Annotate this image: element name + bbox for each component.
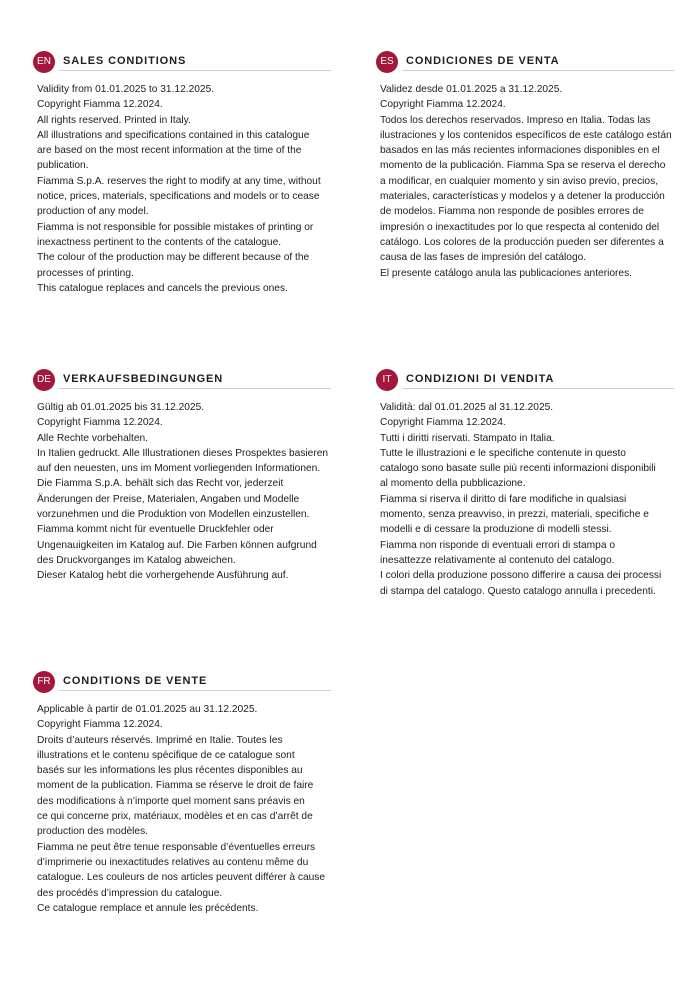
text-line: moment de la publication. Fiamma se réserve le droit de faire — [37, 780, 314, 792]
section-header — [33, 51, 331, 75]
header-divider — [59, 70, 331, 71]
text-line: des Druckvorganges im Katalog abweichen. — [37, 554, 236, 566]
section-header — [376, 51, 674, 75]
text-line: al momento della pubblicazione. — [380, 478, 526, 490]
text-line: d’imprimerie ou inexactitudes relatives au contenu même du — [37, 856, 309, 868]
text-line: Tutte le illustrazioni e le specifiche contenute in questo — [380, 447, 626, 459]
text-line: All rights reserved. Printed in Italy. — [37, 114, 191, 126]
text-line: publication. — [37, 160, 89, 172]
text-line: Die Fiamma S.p.A. behält sich das Recht vor, jederzeit — [37, 478, 284, 490]
language-badge-it: IT — [376, 369, 398, 391]
text-line: des modifications à n’importe quel moment sans préavis en — [37, 795, 305, 807]
text-line: Fiamma si riserva il diritto di fare modifiche in qualsiasi — [380, 493, 627, 505]
section-en — [33, 51, 331, 296]
text-line: Applicable à partir de 01.01.2025 au 31.12.2025. — [37, 704, 258, 715]
text-line: causa de las fases de impresión del catálogo. — [380, 252, 587, 264]
text-line: vorzunehmen und die Produktion von Modellen einzustellen. — [37, 509, 310, 521]
text-line: production of any model. — [37, 206, 149, 218]
text-line: momento de la publicación. Fiamma Spa se reserva el derecho — [380, 160, 666, 172]
language-badge-de: DE — [33, 369, 55, 391]
section-title-fr: CONDITIONS DE VENTE — [63, 675, 208, 687]
section-title-es: CONDICIONES DE VENTA — [406, 55, 560, 67]
text-line: modelli e di cessare la produzione di modelli stessi. — [380, 524, 612, 536]
text-line: processes of printing. — [37, 267, 134, 279]
text-line: notice, prices, materials, specifications and models or to cease — [37, 191, 320, 203]
text-line: auf den neuesten, uns im Moment vorliegenden Informationen. — [37, 463, 321, 475]
text-line: materiales, características y modelos y a detener la producción — [380, 191, 665, 203]
text-line: inexactness pertinent to the contents of the catalogue. — [37, 236, 282, 248]
text-line: Fiamma S.p.A. reserves the right to modify at any time, without — [37, 175, 321, 187]
text-line: de modelos. Fiamma non responde de posibles errores de — [380, 206, 644, 218]
text-line: I colori della produzione possono differire a causa dei processi — [380, 570, 662, 582]
section-de — [33, 369, 331, 584]
text-line: basés sur les informations les plus récentes disponibles au — [37, 765, 303, 777]
section-body-de — [33, 400, 331, 584]
text-line: Copyright Fiamma 12.2024. — [37, 417, 163, 429]
text-line: catalogo sono basate sulle più recenti informazioni disponibili — [380, 463, 656, 475]
text-line: Fiamma is not responsible for possible mistakes of printing or — [37, 221, 314, 233]
text-line: Dieser Katalog hebt die vorhergehende Ausführung auf. — [37, 570, 289, 582]
text-line: This catalogue replaces and cancels the previous ones. — [37, 282, 288, 294]
text-line: ilustraciones y los contenidos específicos de este catálogo están — [380, 129, 672, 141]
text-line: Validity from 01.01.2025 to 31.12.2025. — [37, 84, 215, 95]
text-line: Copyright Fiamma 12.2024. — [380, 99, 506, 111]
text-line: catálogo. Los colores de la producción pueden ser diferentes a — [380, 236, 664, 248]
section-header — [33, 671, 331, 695]
text-line: Fiamma kommt nicht für eventuelle Druckfehler oder — [37, 524, 274, 536]
text-line: momento, senza preavviso, in prezzi, materiali, specifiche e — [380, 509, 649, 521]
text-line: Copyright Fiamma 12.2024. — [380, 417, 506, 429]
text-line: a modificar, en cualquier momento y sin aviso previo, precios, — [380, 175, 659, 187]
text-line: Droits d’auteurs réservés. Imprimé en Italie. Toutes les — [37, 734, 283, 746]
text-line: Gültig ab 01.01.2025 bis 31.12.2025. — [37, 402, 205, 413]
text-line: Tutti i diritti riservati. Stampato in Italia. — [380, 432, 555, 444]
section-title-it: CONDIZIONI DI VENDITA — [406, 373, 555, 385]
text-line: production des modèles. — [37, 826, 148, 838]
section-es — [376, 51, 674, 281]
text-line: Copyright Fiamma 12.2024. — [37, 719, 163, 731]
language-badge-es: ES — [376, 51, 398, 73]
text-line: catalogue. Les couleurs de nos articles peuvent différer à cause — [37, 872, 326, 884]
text-line: Fiamma non risponde di eventuali errori di stampa o — [380, 539, 615, 551]
text-line: El presente catálogo anula las publicaciones anteriores. — [380, 267, 633, 279]
text-line: Alle Rechte vorbehalten. — [37, 432, 148, 444]
text-line: des procédés d’impression du catalogue. — [37, 887, 223, 899]
header-divider — [402, 388, 674, 389]
text-line: illustrations et le contenu spécifique de ce catalogue sont — [37, 749, 295, 761]
text-line: Todos los derechos reservados. Impreso en Italia. Todas las — [380, 114, 651, 126]
text-line: Copyright Fiamma 12.2024. — [37, 99, 163, 111]
text-line: ce qui concerne prix, matériaux, modèles et en cas d’arrêt de — [37, 811, 313, 823]
section-it — [376, 369, 674, 599]
text-line: di stampa del catalogo. Questo catalogo annulla i precedenti. — [380, 585, 656, 597]
language-badge-fr: FR — [33, 671, 55, 693]
section-title-de: VERKAUFSBEDINGUNGEN — [63, 373, 224, 385]
text-line: In Italien gedruckt. Alle Illustrationen dieses Prospektes basieren — [37, 447, 329, 459]
text-line: Änderungen der Preise, Materialen, Angaben und Modelle — [37, 493, 300, 505]
text-line: All illustrations and specifications contained in this catalogue — [37, 129, 310, 141]
text-line: are based on the most recent information at the time of the — [37, 145, 302, 157]
language-badge-en: EN — [33, 51, 55, 73]
text-line: inesattezze relativamente al contenuto del catalogo. — [380, 554, 615, 566]
section-title-en: SALES CONDITIONS — [63, 55, 187, 67]
section-body-en — [33, 82, 331, 296]
text-line: Ce catalogue remplace et annule les précédents. — [37, 902, 259, 914]
section-body-fr — [33, 702, 331, 916]
text-line: Validez desde 01.01.2025 a 31.12.2025. — [380, 84, 563, 95]
section-fr — [33, 671, 331, 916]
section-header — [33, 369, 331, 393]
header-divider — [59, 388, 331, 389]
section-body-es — [376, 82, 674, 281]
section-body-it — [376, 400, 674, 599]
text-line: Validità: dal 01.01.2025 al 31.12.2025. — [380, 402, 554, 413]
text-line: basados en las más recientes informaciones disponibles en el — [380, 145, 660, 157]
header-divider — [59, 690, 331, 691]
text-line: Fiamma ne peut être tenue responsable d’éventuelles erreurs — [37, 841, 316, 853]
text-line: The colour of the production may be different because of the — [37, 252, 310, 264]
section-header — [376, 369, 674, 393]
header-divider — [402, 70, 674, 71]
text-line: Ungenauigkeiten im Katalog auf. Die Farben können aufgrund — [37, 539, 317, 551]
text-line: impresión o inexactitudes por lo que respecta al contenido del — [380, 221, 660, 233]
